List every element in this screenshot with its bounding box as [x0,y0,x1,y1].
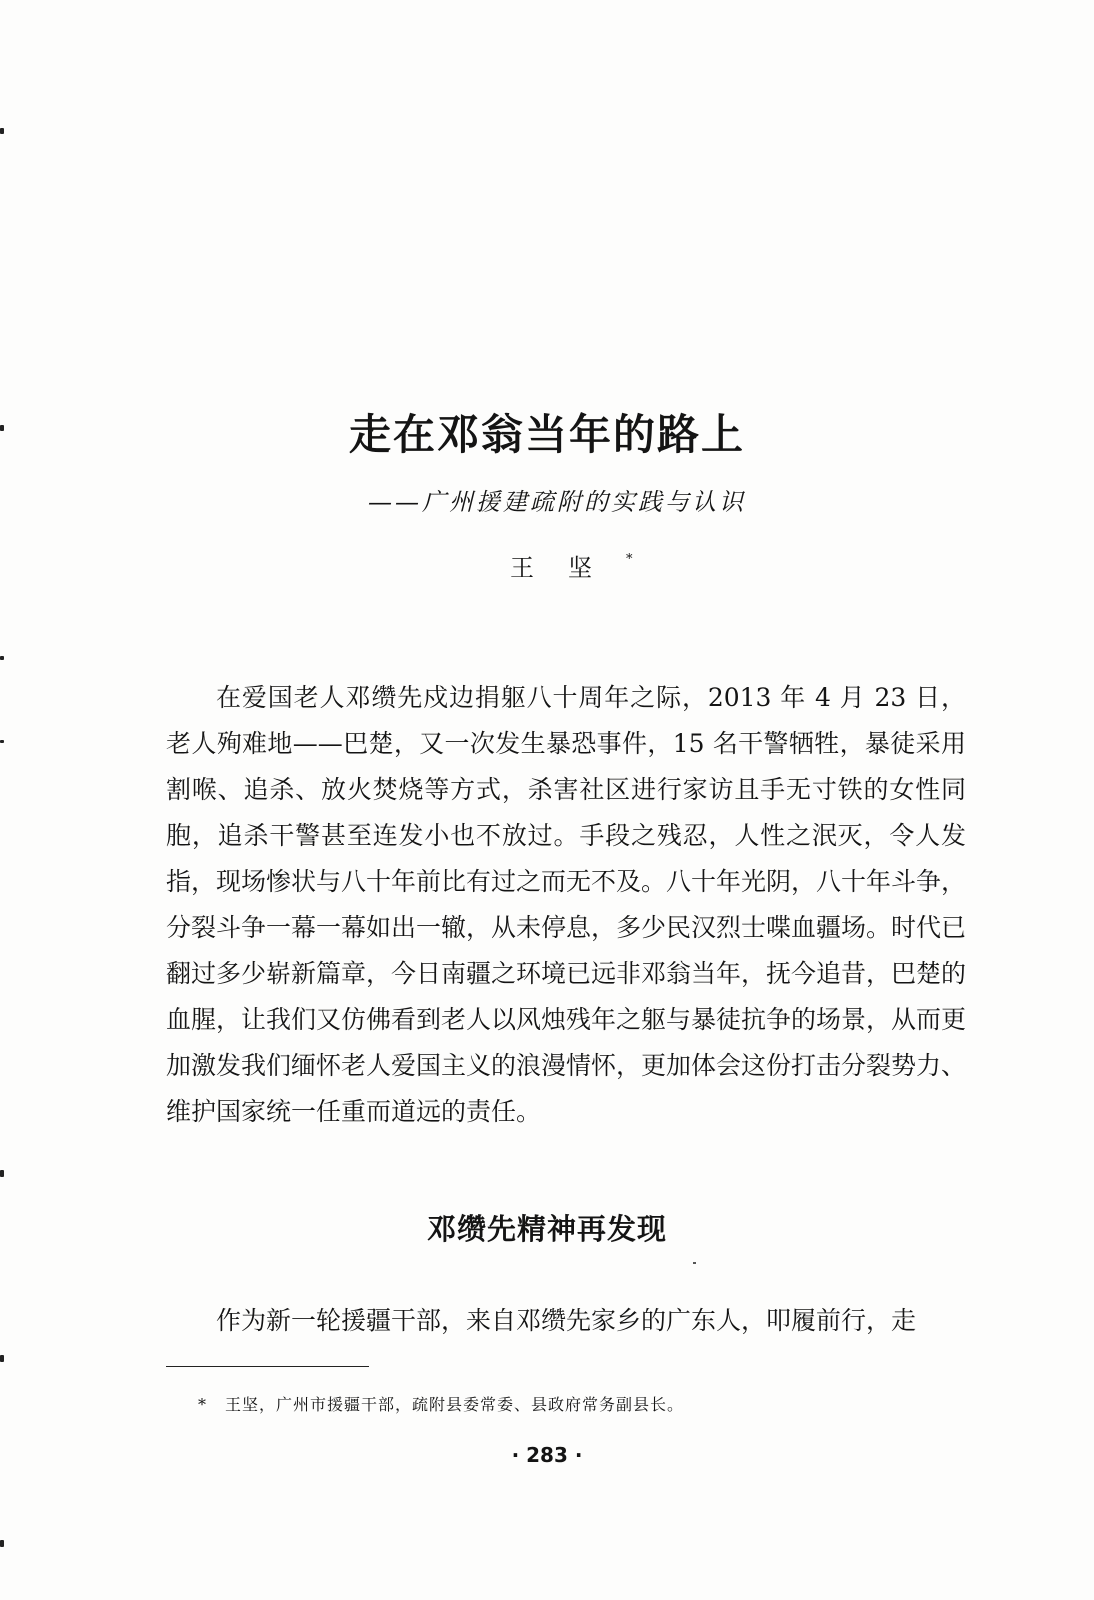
body-paragraph-2: 作为新一轮援疆干部，来自邓缵先家乡的广东人，叩履前行，走 [216,1306,917,1335]
body-paragraph-1: 在爱国老人邓缵先戍边捐躯八十周年之际，2013 年 4 月 23 日，老人殉难地——巴楚，又一次发生暴恐事件，15 名干警牺牲，暴徒采用割喉、追杀、放火焚烧等方式，杀害社区进行家访且手无寸铁的女性同胞，追杀干警甚至连发小也不放过。手段之残忍，人性之泯灭，令人发指，现场惨状与八十年前比有过之而无不及。八十年光阴，八十年斗争，分裂斗争一幕一幕如出一辙，从未停息，多少民汉烈士喋血疆场。时代已翻过多少崭新篇章，今日南疆之环境已远非邓翁当年，抚今追昔，巴楚的血腥，让我们又仿佛看到老人以风烛残年之躯与暴徒抗争的场景，从而更加激发我们缅怀老人爱国主义的浪漫情怀，更加体会这份打击分裂势力、维护国家统一任重而道远的责任。 [166,683,967,1126]
scan-speck [693,1262,696,1264]
article-author [510,548,633,583]
author-footnote-mark: * [626,552,633,567]
article-title: 走在邓翁当年的路上 [348,410,745,459]
article-subtitle: ——广州援建疏附的实践与认识 [368,488,746,516]
footnote-divider [166,1366,369,1367]
page-number: · 283 · [511,1443,583,1467]
footnote-text: 王坚，广州市援疆干部，疏附县委常委、县政府常务副县长。 [225,1395,685,1414]
footnote-mark: * [198,1395,207,1414]
author-name: 王坚 [510,554,626,582]
footnote [198,1392,684,1415]
section-heading: 邓缵先精神再发现 [426,1212,667,1246]
